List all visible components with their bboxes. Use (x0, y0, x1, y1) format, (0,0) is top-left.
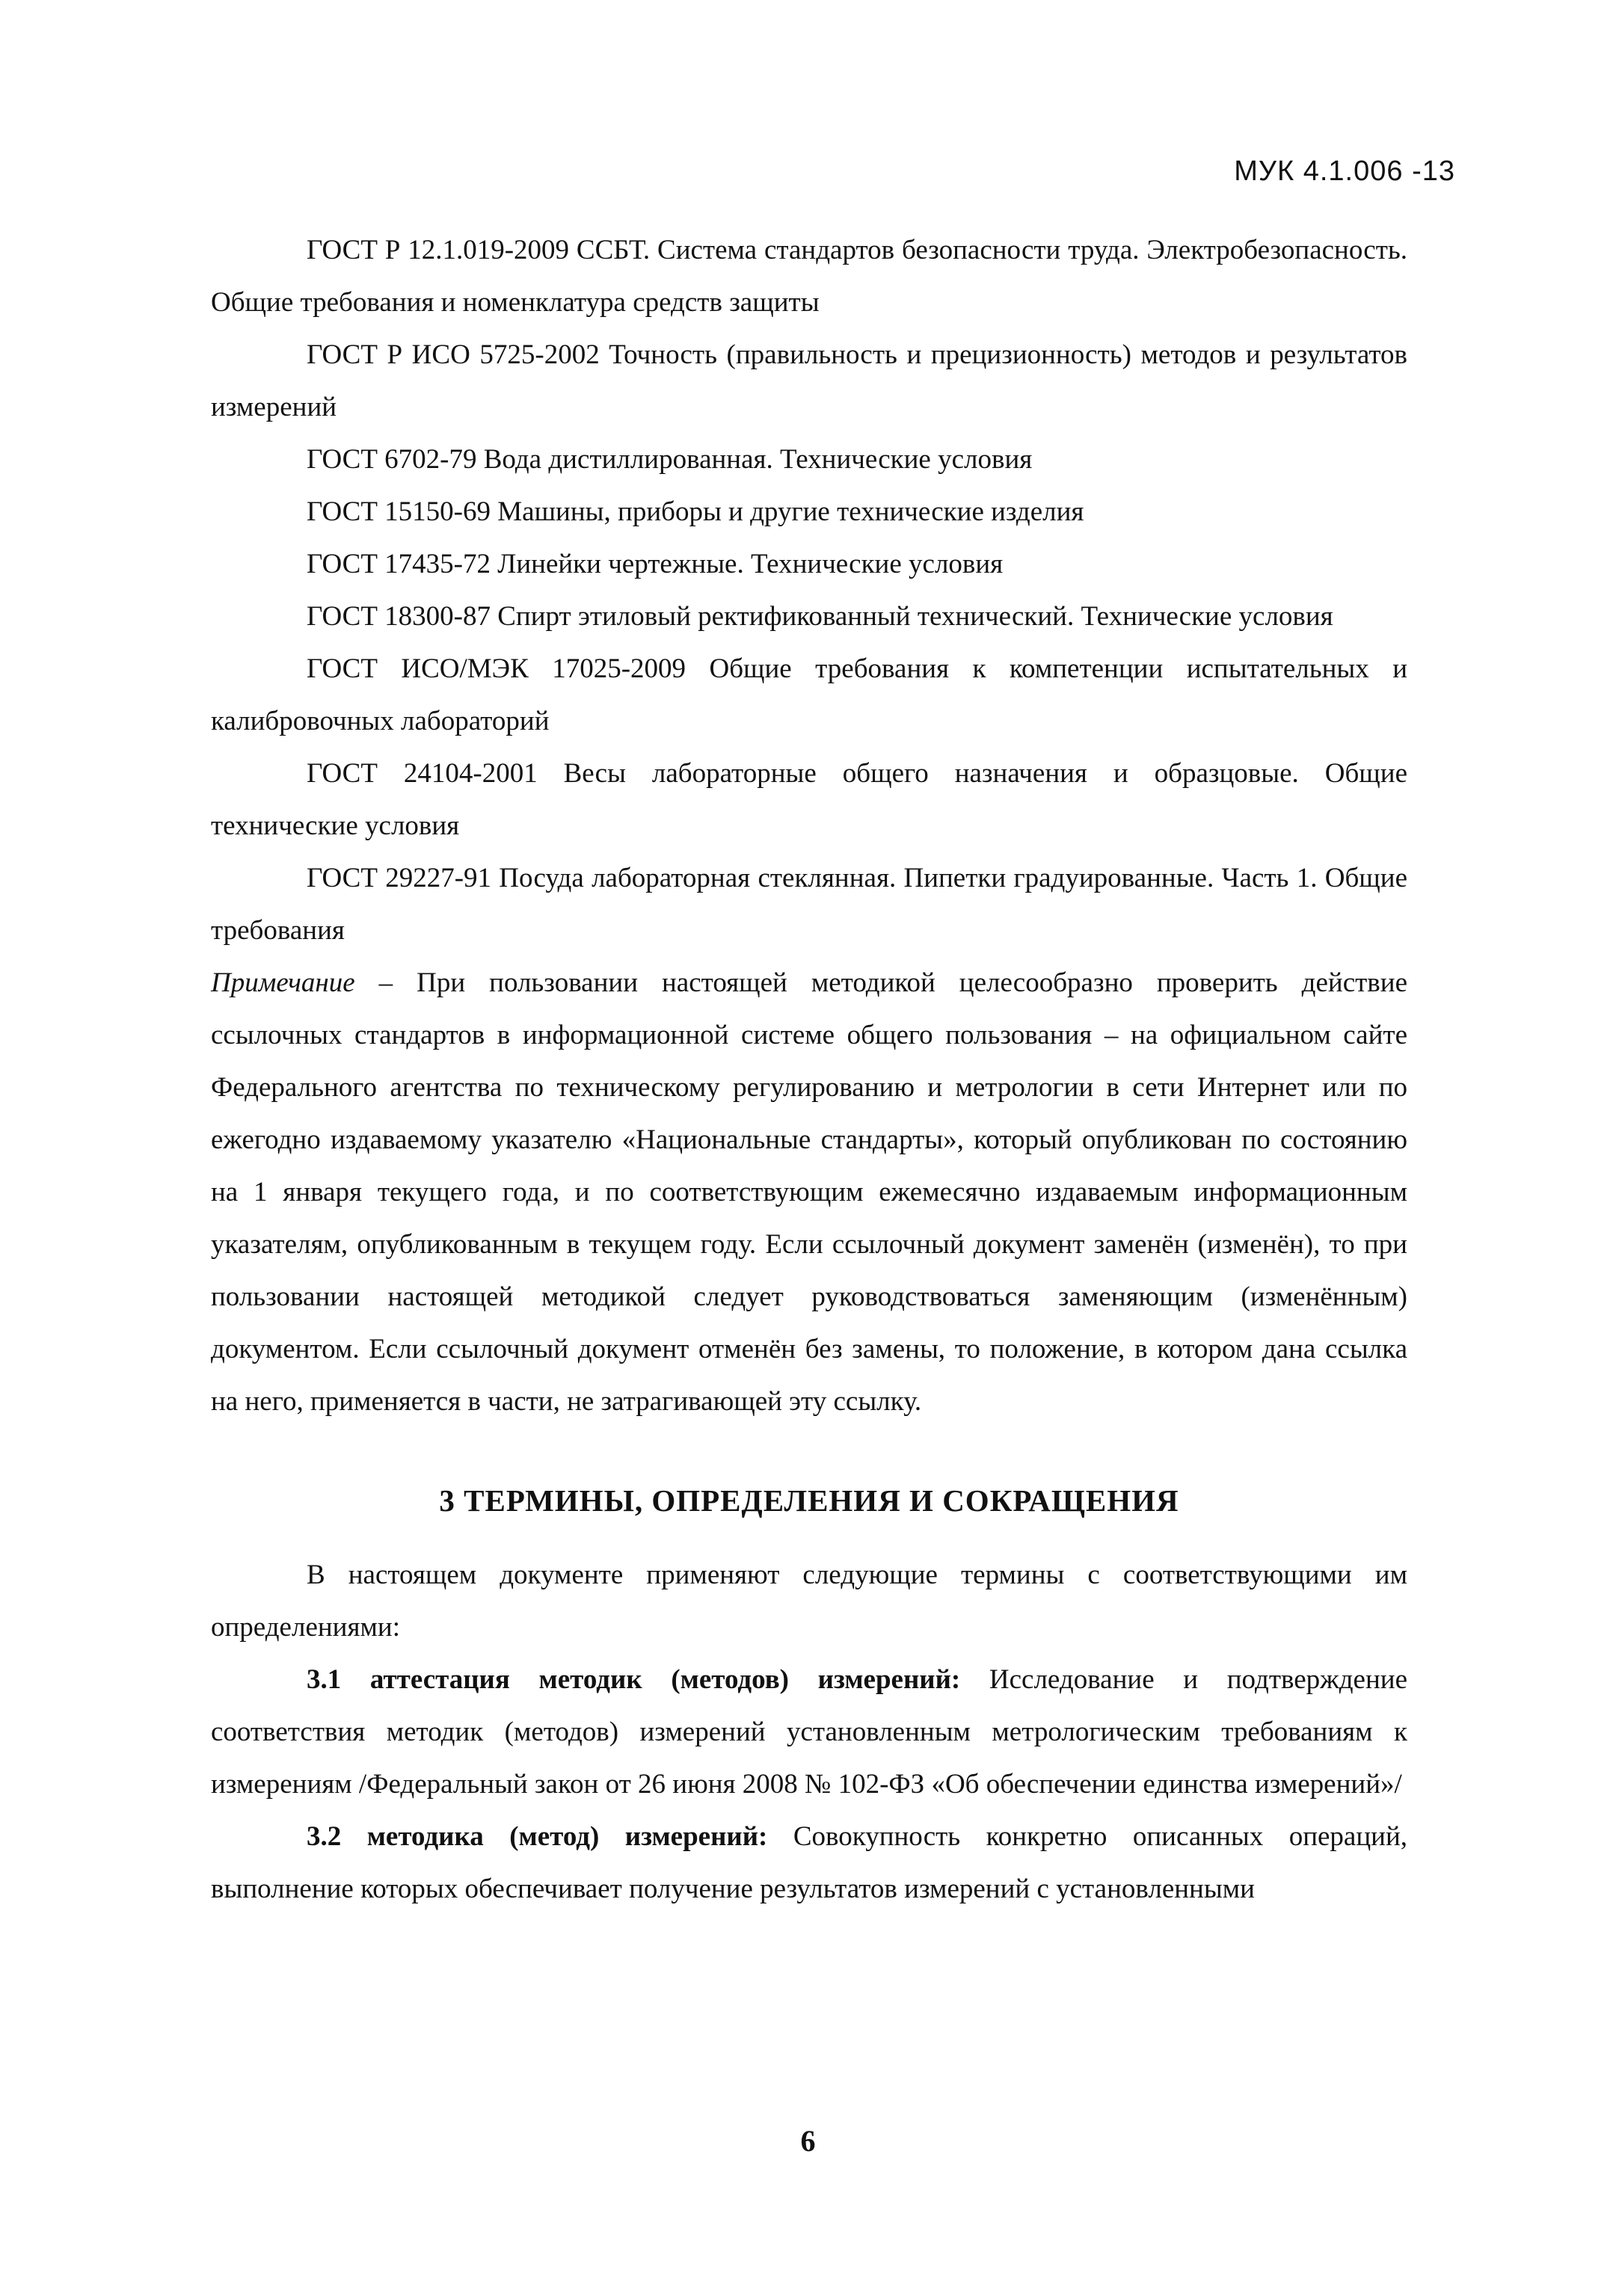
document-body (211, 224, 1407, 1915)
term-name: методика (метод) измерений: (366, 1821, 768, 1852)
reference-item: ГОСТ 18300-87 Спирт этиловый ректификованный технический. Технические условия (307, 601, 1333, 632)
reference-item: ГОСТ 29227-91 Посуда лабораторная стеклянная. Пипетки градуированные. Часть 1. Общие требования (211, 863, 1407, 946)
term-number: 3.1 (307, 1664, 342, 1695)
section-title: 3 ТЕРМИНЫ, ОПРЕДЕЛЕНИЯ И СОКРАЩЕНИЯ (439, 1483, 1179, 1518)
reference-item: ГОСТ Р ИСО 5725-2002 Точность (правильность и прецизионность) методов и результатов измерений (211, 339, 1407, 422)
note-label: Примечание (211, 967, 355, 998)
note-paragraph (211, 957, 1407, 1428)
section-intro: В настоящем документе применяют следующие термины с соответствующими им определениями: (211, 1560, 1407, 1643)
term-definition (211, 1811, 1407, 1915)
term-text: Совокупность конкретно описанных операций, выполнение которых обеспечивает получение результатов измерений с установленными (211, 1821, 1408, 1904)
page-number: 6 (800, 2124, 816, 2158)
reference-item: ГОСТ 17435-72 Линейки чертежные. Технические условия (307, 549, 1004, 579)
term-name: аттестация методик (методов) измерений: (369, 1664, 961, 1695)
reference-item: ГОСТ 6702-79 Вода дистиллированная. Технические условия (307, 444, 1033, 475)
term-number: 3.2 (307, 1821, 342, 1852)
reference-item: ГОСТ 24104-2001 Весы лабораторные общего назначения и образцовые. Общие технические условия (211, 758, 1407, 841)
term-text: Исследование и подтверждение соответствия методик (методов) измерений установленным метрологическим требованиям к измерениям /Федеральный закон от 26 июня 2008 № 102-ФЗ «Об обеспечении единства измерений»/ (211, 1664, 1407, 1800)
term-definition (211, 1654, 1407, 1811)
document-code: МУК 4.1.006 -13 (1234, 156, 1455, 187)
reference-item: ГОСТ 15150-69 Машины, приборы и другие технические изделия (307, 496, 1084, 527)
note-text: – При пользовании настоящей методикой целесообразно проверить действие ссылочных стандартов в информационной системе общего пользования – на официальном сайте Федерального агентства по техническому регулированию и метрологии в сети Интернет или по ежегодно издаваемому указателю «Национальные стандарты», который опубликован по состоянию на 1 января текущего года, и по соответствующим ежемесячно издаваемым информационным указателям, опубликованным в текущем году. Если ссылочный документ заменён (изменён), то при пользовании настоящей методикой следует руководствоваться заменяющим (изменённым) документом. Если ссылочный документ отменён без замены, то положение, в котором дана ссылка на него, применяется в части, не затрагивающей эту ссылку. (211, 967, 1407, 1417)
reference-item: ГОСТ Р 12.1.019-2009 ССБТ. Система стандартов безопасности труда. Электробезопасность. Общие требования и номенклатура средств защиты (211, 235, 1407, 318)
reference-item: ГОСТ ИСО/МЭК 17025-2009 Общие требования к компетенции испытательных и калибровочных лабораторий (211, 653, 1407, 736)
